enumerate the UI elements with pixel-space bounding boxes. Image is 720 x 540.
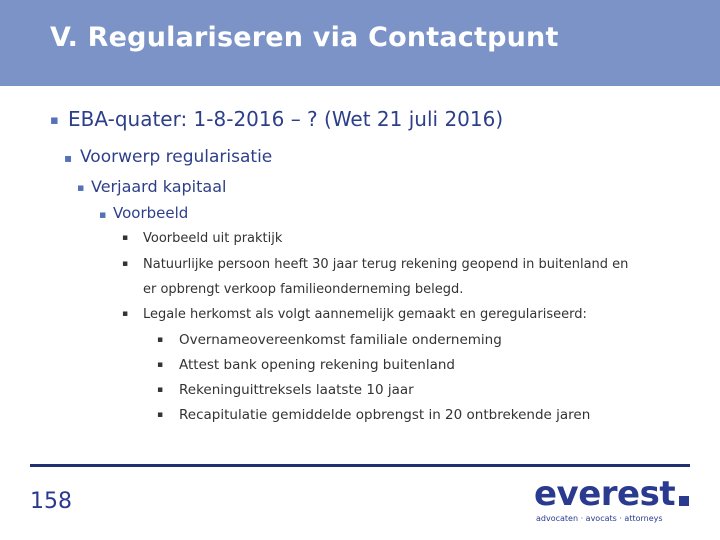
bullet-icon: ▪	[122, 233, 129, 243]
bullet-level-1: EBA-quater: 1-8-2016 – ? (Wet 21 juli 2016)	[68, 107, 504, 131]
bullet-level-6: Overnameovereenkomst familiale onderneming	[179, 332, 502, 348]
logo-tagline: advocaten · avocats · attorneys	[536, 514, 663, 523]
bullet-icon: ▪	[99, 208, 107, 221]
bullet-icon: ▪	[64, 151, 73, 165]
title-bar	[0, 0, 720, 86]
logo-square-icon	[679, 496, 689, 506]
bullet-icon: ▪	[122, 259, 129, 269]
bullet-icon: ▪	[50, 113, 59, 128]
bullet-icon: ▪	[157, 335, 164, 345]
everest-logo	[534, 474, 694, 526]
bullet-level-6: Attest bank opening rekening buitenland	[179, 357, 455, 373]
bullet-icon: ▪	[77, 181, 85, 194]
bullet-level-4: Voorbeeld	[113, 204, 189, 222]
page-number: 158	[30, 489, 72, 514]
bullet-level-5: Natuurlijke persoon heeft 30 jaar terug rekening geopend in buitenland en	[143, 257, 629, 272]
bullet-level-2: Voorwerp regularisatie	[80, 147, 273, 167]
footer-divider	[30, 464, 690, 467]
bullet-icon: ▪	[157, 410, 164, 420]
bullet-level-5: Legale herkomst als volgt aannemelijk gemaakt en geregulariseerd:	[143, 307, 587, 322]
bullet-level-6: Rekeninguittreksels laatste 10 jaar	[179, 382, 414, 398]
logo-wordmark: everest	[534, 474, 676, 514]
bullet-level-5: Voorbeeld uit praktijk	[143, 231, 283, 246]
bullet-icon: ▪	[157, 360, 164, 370]
bullet-level-3: Verjaard kapitaal	[91, 177, 227, 196]
slide-title: V. Regulariseren via Contactpunt	[50, 22, 559, 53]
bullet-icon: ▪	[157, 385, 164, 395]
bullet-icon: ▪	[122, 309, 129, 319]
bullet-level-6: Recapitulatie gemiddelde opbrengst in 20 ontbrekende jaren	[179, 407, 591, 423]
bullet-level-5-continuation: er opbrengt verkoop familieonderneming belegd.	[143, 282, 464, 297]
